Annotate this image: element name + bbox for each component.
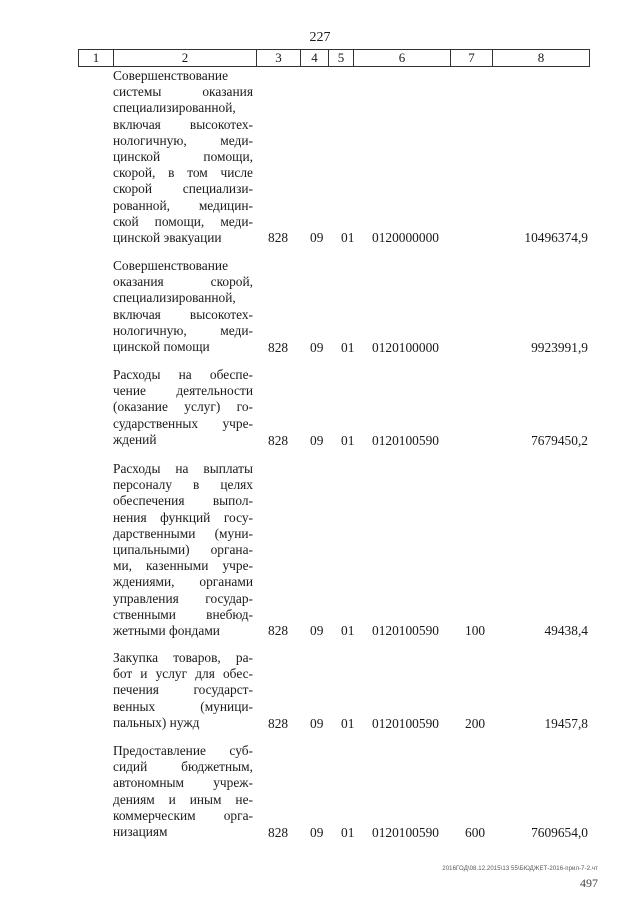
table-row: [0, 367, 640, 449]
row-col4: 09: [310, 622, 324, 638]
row-col5: 01: [341, 229, 355, 245]
page-number-top: 227: [309, 30, 331, 45]
row-col8: 7679450,2: [531, 432, 588, 448]
row-col5: 01: [341, 622, 355, 638]
row-col3: 828: [268, 715, 289, 731]
row-col7: 600: [465, 824, 486, 840]
row-col5: 01: [341, 339, 355, 355]
header-col-8: 8: [492, 50, 590, 66]
row-name: Предоставление суб- сидий бюджетным, автономным учреж- дениям и иным не- коммерческим орга- низациям: [113, 743, 253, 840]
table-header-row: [78, 49, 590, 67]
row-col3: 828: [268, 622, 289, 638]
row-col3: 828: [268, 432, 289, 448]
footer-page-number: 497: [580, 876, 598, 890]
row-col7: 100: [465, 622, 486, 638]
table-row: [0, 258, 640, 356]
row-col3: 828: [268, 229, 289, 245]
header-col-6: 6: [353, 50, 450, 66]
row-col8: 10496374,9: [524, 229, 588, 245]
row-col4: 09: [310, 715, 324, 731]
row-col4: 09: [310, 432, 324, 448]
row-col5: 01: [341, 824, 355, 840]
row-col4: 09: [310, 824, 324, 840]
table-row: [0, 743, 640, 841]
header-col-7: 7: [450, 50, 492, 66]
row-col4: 09: [310, 229, 324, 245]
table-row: [0, 650, 640, 732]
row-col3: 828: [268, 339, 289, 355]
row-col8: 19457,8: [544, 715, 588, 731]
row-col8: 49438,4: [544, 622, 588, 638]
row-col5: 01: [341, 432, 355, 448]
table-row: [0, 68, 640, 246]
row-col6: 0120100590: [372, 715, 439, 731]
row-col8: 9923991,9: [531, 339, 588, 355]
header-col-4: 4: [300, 50, 328, 66]
row-col5: 01: [341, 715, 355, 731]
row-col6: 0120000000: [372, 229, 439, 245]
row-col6: 0120100590: [372, 622, 439, 638]
row-col8: 7609654,0: [531, 824, 588, 840]
row-col7: 200: [465, 715, 486, 731]
row-col6: 0120100590: [372, 432, 439, 448]
row-col6: 0120100000: [372, 339, 439, 355]
header-col-3: 3: [256, 50, 300, 66]
row-name: Закупка товаров, ра- бот и услуг для обес- печения государст- венных (муници- пальных) нужд: [113, 650, 253, 730]
row-col4: 09: [310, 339, 324, 355]
footer-file-stamp: 2016ГОД\08.12.2015\13 55\БЮДЖЕТ-2016-прил-7-2.чт: [442, 866, 598, 872]
header-col-2: 2: [113, 50, 256, 66]
table-row: [0, 461, 640, 639]
row-col3: 828: [268, 824, 289, 840]
header-col-5: 5: [328, 50, 353, 66]
row-col6: 0120100590: [372, 824, 439, 840]
row-name: Совершенствование системы оказания специализированной, включая высокотех- нологичную, меди- цинской помощи, скорой, в том числе скорой специализи- рованной, медицин- ской помощи, меди- цинской эвакуации: [113, 68, 253, 246]
header-col-1: 1: [78, 50, 113, 66]
row-name: Расходы на выплаты персоналу в целях обеспечения выпол- нения функций госу- дарственными (муни- ципальными) органа- ми, казенными учре- ждениями, органами управления государ- ственными внебюд- жетными фондами: [113, 461, 253, 639]
row-name: Расходы на обеспе- чение деятельности (оказание услуг) го- сударственных учре- ждений: [113, 367, 253, 447]
row-name: Совершенствование оказания скорой, специализированной, включая высокотех- нологичную, меди- цинской помощи: [113, 258, 253, 355]
